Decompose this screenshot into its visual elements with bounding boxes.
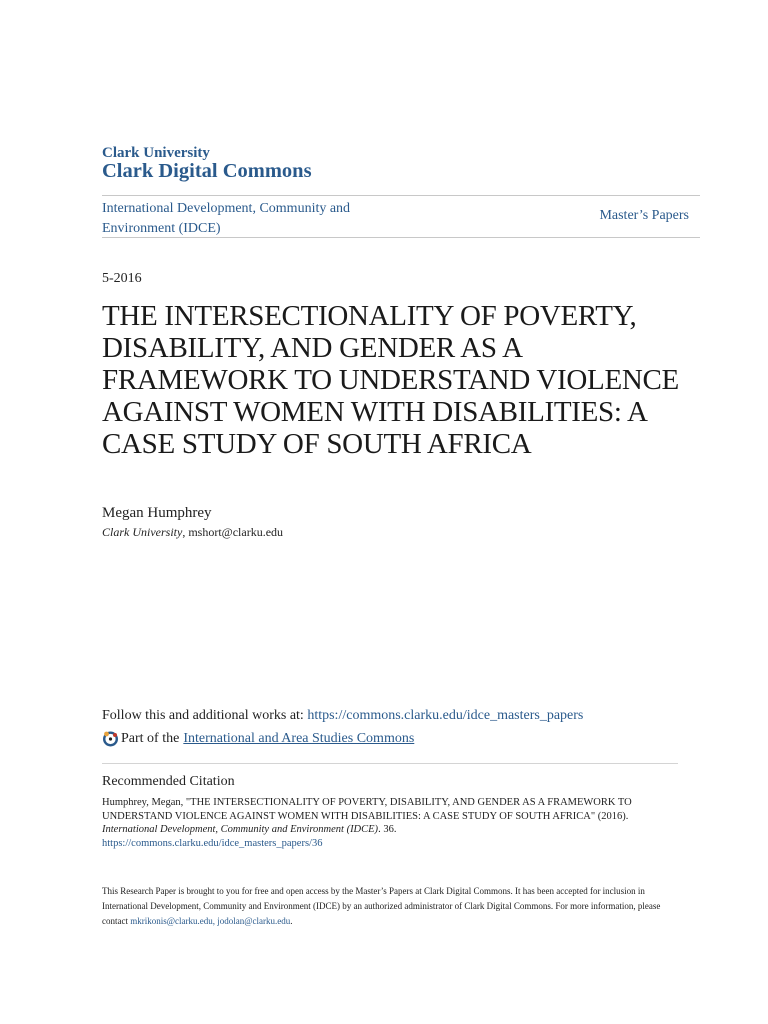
affiliation-name: Clark University [102,525,183,539]
citation-rule [102,763,678,764]
citation-heading: Recommended Citation [102,774,235,789]
author-email: , mshort@clarku.edu [182,525,284,539]
citation-url-link[interactable]: https://commons.clarku.edu/idce_masters_papers/36 [102,837,323,849]
citation-text [102,796,662,850]
paper-title: THE INTERSECTIONALITY OF POVERTY, DISABILITY, AND GENDER AS A FRAMEWORK TO UNDERSTAND VIOLENCE AGAINST WOMEN WITH DISABILITIES: A CASE STUDY OF SOUTH AFRICA [102,300,679,460]
discipline-commons-link[interactable]: International and Area Studies Commons [183,730,415,746]
series-link[interactable]: Master’s Papers [599,208,689,223]
follow-line [102,708,583,724]
publication-date: 5-2016 [102,271,142,286]
citation-number: . 36. [378,824,397,835]
citation-journal: International Development, Community and Environment (IDCE) [102,824,379,835]
access-notice-end: . [290,916,293,926]
access-notice-text: This Research Paper is brought to you for free and open access by the Master’s Papers at Clark Digital Commons. It has been accepted for inclusion in International Development, Community and Environment (IDCE) by an authorized administrator of Clark Digital Commons. For more information, please contact [102,886,661,926]
repository-link[interactable]: Clark Digital Commons [102,160,312,182]
author-affiliation [102,525,283,540]
contact-email-link[interactable]: mkrikonis@clarku.edu, jodolan@clarku.edu [130,916,291,926]
part-of-label: Part of the [121,730,180,746]
institution-name: Clark University [102,145,210,161]
header-rule-bottom [102,237,700,238]
citation-body: Humphrey, Megan, "THE INTERSECTIONALITY OF POVERTY, DISABILITY, AND GENDER AS A FRAMEWORK TO UNDERSTAND VIOLENCE AGAINST WOMEN WITH DISABILITIES: A CASE STUDY OF SOUTH AFRICA" (2016). [102,797,632,822]
department-link[interactable]: International Development, Community and Environment (IDCE) [102,201,351,236]
part-of-line [102,730,414,747]
access-notice [102,884,672,929]
header-rule-top [102,195,700,196]
follow-label: Follow this and additional works at: [102,708,308,723]
network-commons-icon [102,730,119,747]
author-name: Megan Humphrey [102,505,212,521]
follow-url-link[interactable]: https://commons.clarku.edu/idce_masters_papers [307,708,584,723]
